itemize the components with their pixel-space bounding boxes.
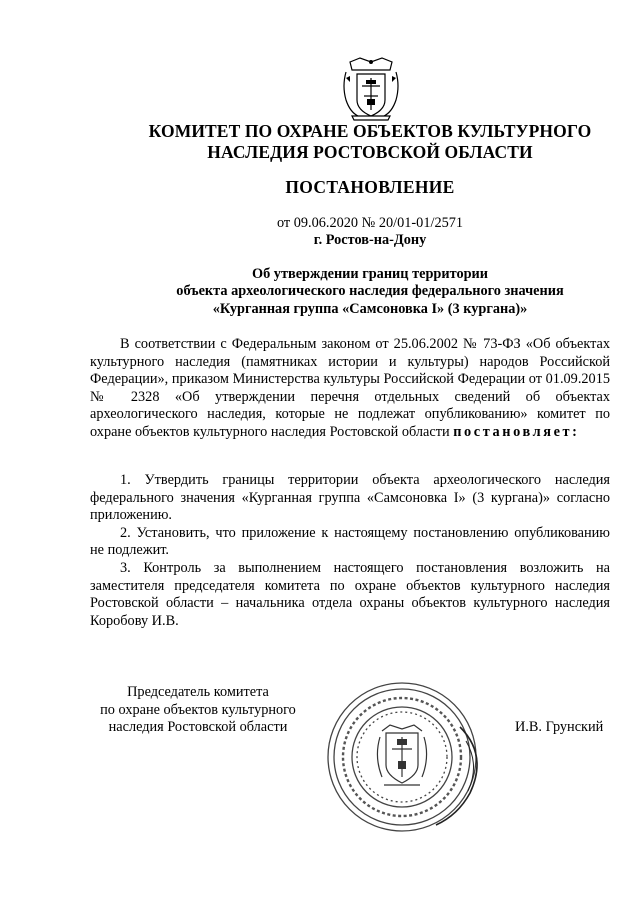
official-seal-icon — [320, 675, 485, 840]
signatory-position — [88, 684, 308, 737]
organization-title — [100, 121, 640, 163]
signatory-position-line-3: наследия Ростовской области — [108, 719, 288, 736]
signatory-position-line-1: Председатель комитета — [127, 684, 269, 700]
document-type: ПОСТАНОВЛЕНИЕ — [285, 177, 455, 197]
organization-title-line-1: КОМИТЕТ ПО ОХРАНЕ ОБЪЕКТОВ КУЛЬТУРНОГО — [148, 121, 592, 141]
subject-line-2: объекта археологического наследия федерального значения — [176, 283, 564, 300]
coat-of-arms-icon — [340, 56, 402, 122]
signatory-position-line-2: по охране объектов культурного — [100, 701, 296, 718]
subject-line-1: Об утверждении границ территории — [251, 266, 489, 282]
subject-line-3: «Курганная группа «Самсоновка I» (3 кургана)» — [212, 300, 528, 317]
resolution-item-2: 2. Установить, что приложение к настоящему постановлению опубликованию не подлежит. — [90, 524, 610, 559]
decree-word: постановляет: — [453, 423, 580, 440]
signatory-name: И.В. Грунский — [515, 719, 604, 735]
document-city: г. Ростов-на-Дону — [313, 232, 427, 248]
document-date-number: от 09.06.2020 № 20/01-01/2571 — [276, 215, 464, 231]
resolution-item-1: 1. Утвердить границы территории объекта археологического наследия федерального значения «Курганная группа «Самсоновка I» (3 кургана)» согласно приложению. — [90, 472, 610, 524]
resolution-items — [90, 472, 610, 630]
organization-title-line-2: НАСЛЕДИЯ РОСТОВСКОЙ ОБЛАСТИ — [207, 142, 533, 162]
preamble-paragraph — [90, 336, 610, 442]
resolution-item-3: 3. Контроль за выполнением настоящего постановления возложить на заместителя председателя комитета по охране объектов культурного наследия Ростовской области – начальника отдела охраны объектов культурного наследия Коробову И.В. — [90, 559, 610, 629]
preamble-text: В соответствии с Федеральным законом от 25.06.2002 № 73-ФЗ «Об объектах культурного наследия (памятниках истории и культуры) народов Российской Федерации», приказом Министерства культуры Российской Федерации от 01.09.2015 № 2328 «Об утверждении перечня отдельных сведений об объектах археологического наследия, которые не подлежат опубликованию» комитет по охране объектов культурного наследия Ростовской области — [90, 336, 610, 440]
document-subject — [100, 266, 640, 318]
